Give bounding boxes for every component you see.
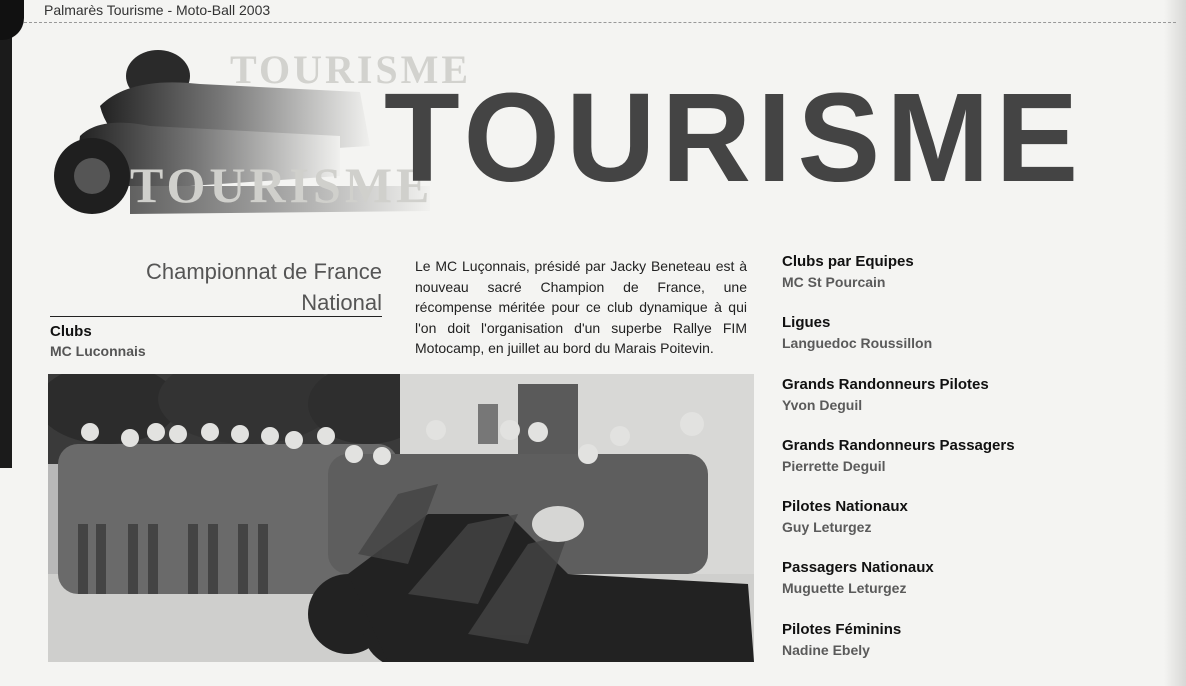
award-item: [782, 620, 1122, 681]
intro-paragraph: Le MC Luçonnais, présidé par Jacky Beneteau est à nouveau sacré Champion de France, une récompense méritée pour ce club dynamique à qui l'on doit l'organisation d'un superbe Rallye FIM Motocamp, en juillet au bord du Marais Poitevin.: [415, 258, 747, 356]
award-winner: Muguette Leturgez: [782, 580, 907, 597]
award-winner: MC St Pourcain: [782, 274, 886, 290]
page-fold: [1164, 0, 1186, 686]
clubs-label: Clubs: [50, 323, 92, 340]
award-category: Passagers Nationaux: [782, 559, 934, 577]
banner-title: TOURISME: [384, 67, 1085, 209]
award-category: Clubs par Equipes: [782, 253, 914, 270]
award-category: Ligues: [782, 314, 831, 332]
page-edge-shadow: [0, 0, 12, 468]
section-title-line2: National: [301, 290, 382, 315]
award-category: Pilotes Féminins: [782, 620, 902, 638]
group-photo: [48, 374, 754, 662]
banner-ghost-title-upper: TOURISME: [230, 47, 472, 92]
award-item: [782, 375, 1122, 436]
award-winner: Nadine Ebely: [782, 641, 870, 658]
award-category: Pilotes Nationaux: [782, 498, 908, 516]
clubs-value: MC Luconnais: [50, 343, 146, 359]
running-head: Palmarès Tourisme - Moto-Ball 2003: [44, 2, 271, 18]
header-divider: [24, 22, 1176, 23]
award-item: [782, 436, 1122, 497]
group-photo-icon: [48, 374, 754, 662]
award-category: Grands Randonneurs Pilotes: [782, 375, 989, 393]
award-item: [782, 313, 1122, 374]
award-item: [782, 252, 1122, 313]
award-winner: Languedoc Roussillon: [782, 335, 933, 352]
section-divider: [50, 316, 382, 317]
awards-list: [782, 252, 1122, 681]
award-item: [782, 558, 1122, 619]
award-winner: Pierrette Deguil: [782, 457, 886, 474]
award-category: Grands Randonneurs Passagers: [782, 436, 1015, 454]
banner: [40, 36, 1150, 236]
award-winner: Yvon Deguil: [782, 396, 863, 413]
section-title-line1: Championnat de France: [145, 259, 382, 284]
award-winner: Guy Leturgez: [782, 519, 872, 536]
section-title: [100, 256, 382, 318]
banner-ghost-title-lower: TOURISME: [130, 157, 434, 213]
award-item: [782, 497, 1122, 558]
